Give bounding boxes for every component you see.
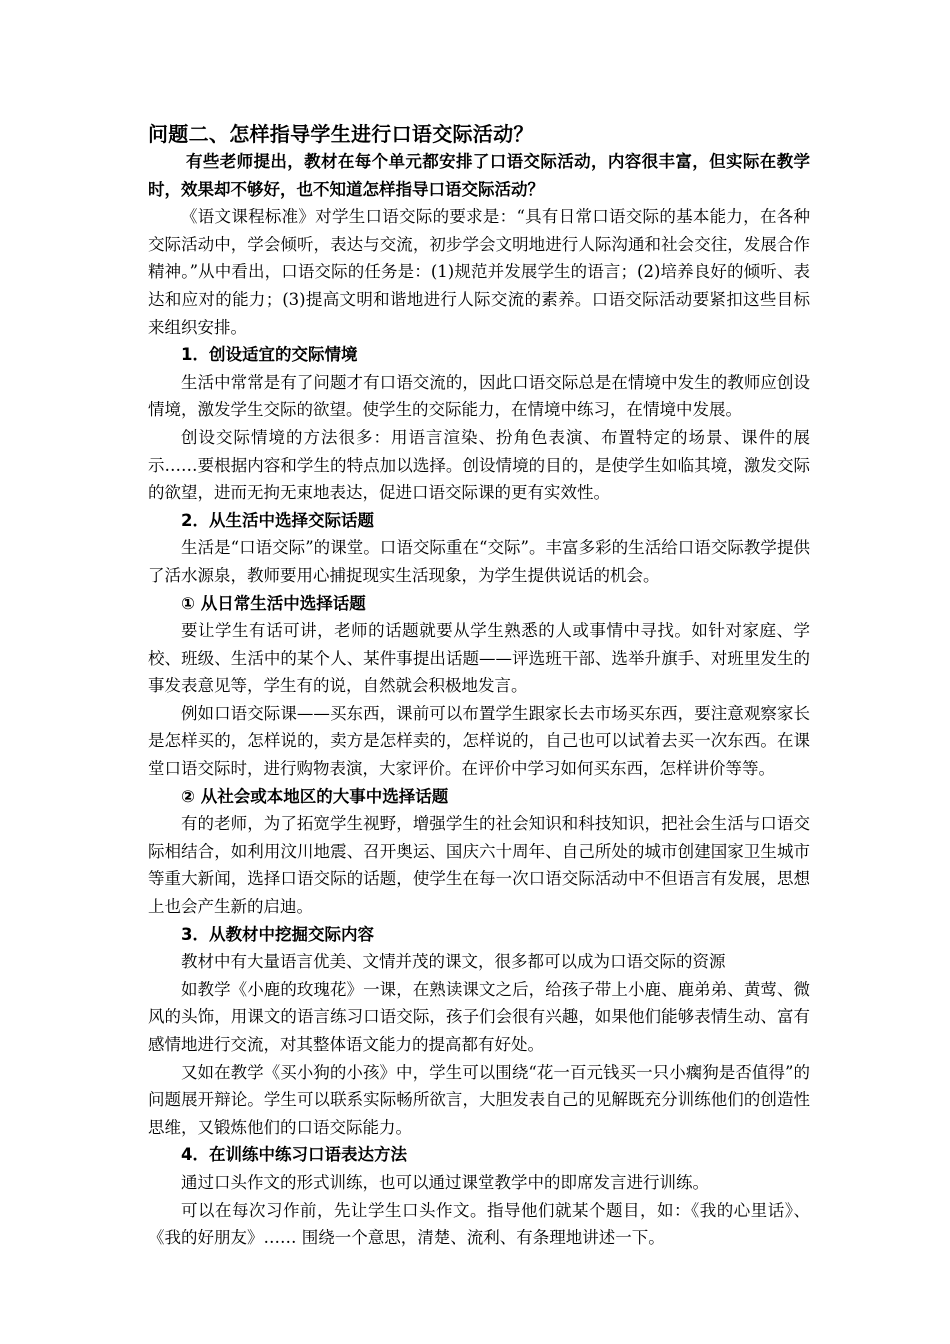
intro-question: 有些老师提出，教材在每个单元都安排了口语交际活动，内容很丰富，但实际在教学时，效果却不够好，也不知道怎样指导口语交际活动？	[148, 152, 810, 199]
subsection-heading-2b: ② 从社会或本地区的大事中选择话题	[181, 786, 449, 806]
paragraph: 生活是“口语交际”的课堂。口语交际重在“交际”。丰富多彩的生活给口语交际教学提供了活水源泉，教师要用心捕捉现实生活现象，为学生提供说话的机会。	[148, 538, 810, 585]
paragraph: 通过口头作文的形式训练，也可以通过课堂教学中的即席发言进行训练。	[181, 1172, 709, 1192]
section-heading-4: 4．在训练中练习口语表达方法	[181, 1145, 407, 1165]
section-heading-1: 1．创设适宜的交际情境	[181, 345, 358, 365]
subsection-heading-2a: ① 从日常生活中选择话题	[181, 593, 366, 613]
paragraph: 可以在每次习作前，先让学生口头作文。指导他们就某个题目，如：《我的心里话》、《我的好朋友》…… 围绕一个意思，清楚、流利、有条理地讲述一下。	[148, 1200, 810, 1248]
paragraph: 如教学《小鹿的玫瑰花》一课，在熟读课文之后，给孩子带上小鹿、鹿弟弟、黄莺、微风的头饰，用课文的语言练习口语交际，孩子们会很有兴趣，如果他们能够表情生动、富有感情地进行交流，对其整体语文能力的提高都有好处。	[148, 979, 810, 1054]
paragraph: 有的老师，为了拓宽学生视野，增强学生的社会知识和科技知识，把社会生活与口语交际相结合，如利用汶川地震、召开奥运、国庆六十周年、自己所处的城市创建国家卫生城市等重大新闻，选择口语交际的话题，使学生在每一次口语交际活动中不但语言有发展，思想上也会产生新的启迪。	[148, 814, 810, 917]
document-title: 问题二、怎样指导学生进行口语交际活动？	[148, 122, 534, 146]
section-heading-3: 3．从教材中挖掘交际内容	[181, 924, 374, 944]
paragraph: 教材中有大量语言优美、文情并茂的课文，很多都可以成为口语交际的资源	[181, 952, 726, 972]
section-heading-2: 2．从生活中选择交际话题	[181, 510, 374, 530]
paragraph: 例如口语交际课——买东西，课前可以布置学生跟家长去市场买东西，要注意观察家长是怎样买的，怎样说的，卖方是怎样卖的，怎样说的，自己也可以试着去买一次东西。在课堂口语交际时，进行购物表演，大家评价。在评价中学习如何买东西，怎样讲价等等。	[148, 703, 810, 779]
paragraph: 生活中常常是有了问题才有口语交流的，因此口语交际总是在情境中发生的教师应创设情境，激发学生交际的欲望。使学生的交际能力，在情境中练习，在情境中发展。	[148, 372, 810, 420]
paragraph: 《语文课程标准》对学生口语交际的要求是：“具有日常口语交际的基本能力，在各种交际活动中，学会倾听，表达与交流，初步学会文明地进行人际沟通和社会交往，发展合作精神。”从中看出，口语交际的任务是：(1)规范并发展学生的语言；(2)培养良好的倾听、表达和应对的能力；(3)提高文明和谐地进行人际交流的素养。口语交际活动要紧扣这些目标来组织安排。	[148, 207, 810, 337]
paragraph: 又如在教学《买小狗的小孩》中，学生可以围绕“花一百元钱买一只小瘸狗是否值得”的问题展开辩论。学生可以联系实际畅所欲言，大胆发表自己的见解既充分训练他们的创造性思维，又锻炼他们的口语交际能力。	[148, 1062, 810, 1137]
paragraph: 要让学生有话可讲，老师的话题就要从学生熟悉的人或事情中寻找。如针对家庭、学校、班级、生活中的某个人、某件事提出话题——评选班干部、选举升旗手、对班里发生的事发表意见等，学生有的说，自然就会积极地发言。	[148, 621, 810, 696]
paragraph: 创设交际情境的方法很多：用语言渲染、扮角色表演、布置特定的场景、课件的展示……要根据内容和学生的特点加以选择。创设情境的目的，是使学生如临其境，激发交际的欲望，进而无拘无束地表达，促进口语交际课的更有实效性。	[148, 427, 810, 503]
document-page	[148, 120, 810, 1252]
